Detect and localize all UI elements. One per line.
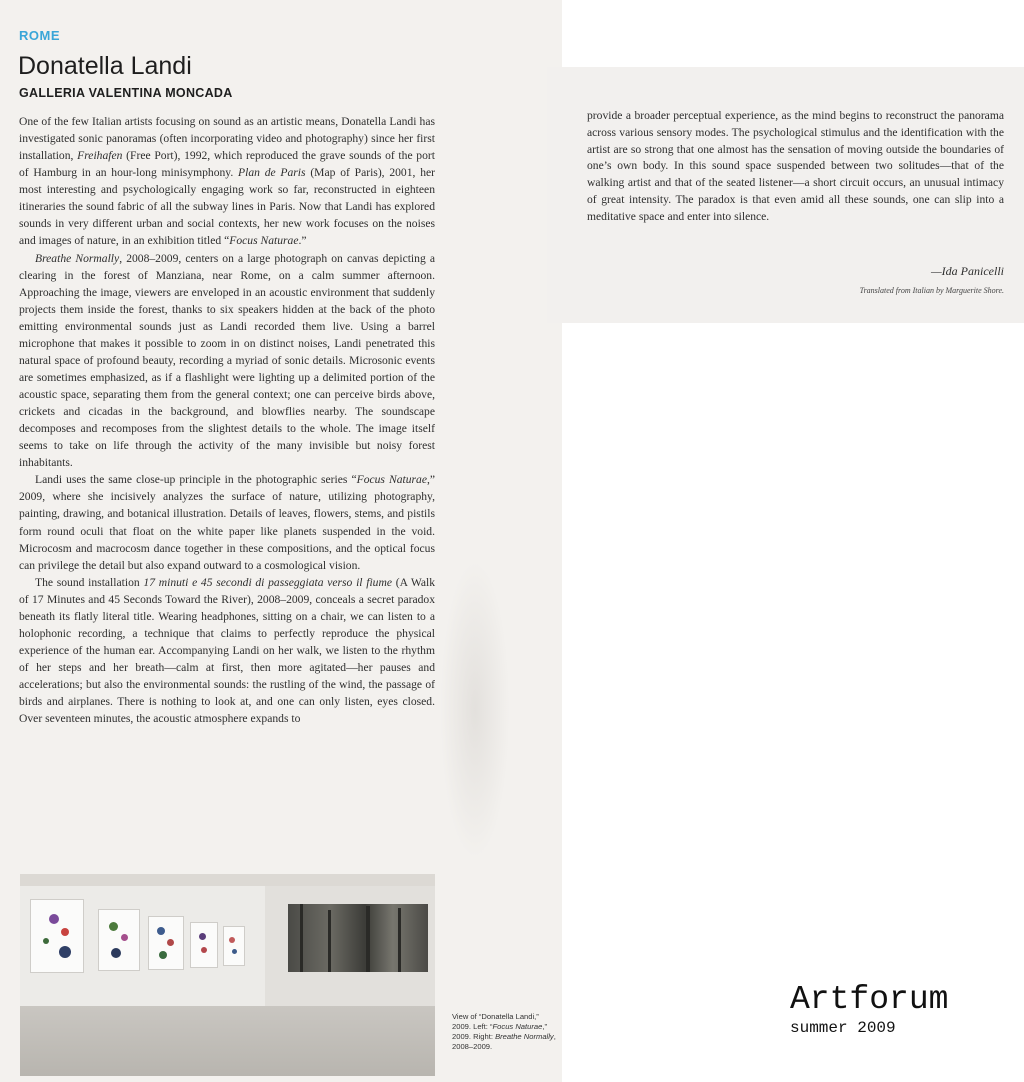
italic-title: Focus Naturae — [356, 473, 427, 487]
article-paragraph — [19, 250, 435, 472]
italic-title: Breathe Normally — [495, 1032, 554, 1041]
article-body — [19, 113, 435, 727]
article-paragraph — [19, 471, 435, 573]
section-label: ROME — [19, 28, 60, 43]
article-paragraph — [19, 574, 435, 728]
text-run: , 2008–2009, centers on a large photograph on canvas depicting a clearing in the forest of Manziana, near Rome, on a calm summer afternoon. Approaching the image, viewers are enveloped in an acoustic environment that suddenly projects them inside the forest, thanks to six speakers hidden at the back of the photo emitting environmental sounds just as Landi recorded them live. Using a barrel microphone that makes it possible to zoom in on distinct noises, Landi penetrated this natural space of profound beauty, recording a myriad of sonic details. Microsonic events are sometimes emphasized, as if a flashlight were lighting up a delimited portion of the acoustic space, separating them from the general context; one can perceive birds above, crickets and cicadas in the background, and blowflies nearby. The soundscape decomposes and recomposes from the slightest details to the whole. The image itself seems to take on life through the activity of the many invisible but noisy forest inhabitants. — [19, 251, 436, 470]
framed-print — [223, 926, 245, 966]
translation-credit: Translated from Italian by Marguerite Shore. — [859, 286, 1004, 295]
text-run: (Free Port), 1992, which reproduced the grave sounds of the port of Hamburg in an hour-long minisymphony. — [19, 149, 435, 180]
article-paragraph — [19, 113, 435, 250]
italic-title: Focus Naturae — [492, 1022, 543, 1031]
text-run: One of the few Italian artists focusing on sound as an artistic means, Donatella Landi has investigated sonic panoramas (often incorporating video and photography) since her first installation, — [19, 115, 435, 163]
text-run: (Map of Paris), 2001, her most interesting and psychologically engaging work so far, reconstructed in eighteen itineraries the sound fabric of all the subway lines in Paris. Now that Landi has explored sounds in very different urban and social contexts, her new work focuses on the noises and images of nature, in an exhibition titled “ — [19, 166, 436, 248]
italic-title: Breathe Normally — [35, 251, 120, 265]
text-run: ,” 2009. Right: — [452, 1022, 547, 1041]
author-signature: —Ida Panicelli — [931, 264, 1004, 278]
publication-issue: summer 2009 — [790, 1019, 896, 1037]
forest-photograph — [288, 904, 428, 972]
italic-title: Freihafen — [77, 149, 123, 163]
framed-print — [30, 899, 84, 973]
italic-title: Plan de Paris — [238, 166, 306, 180]
installation-photo — [20, 874, 435, 1076]
right-page — [547, 67, 1024, 323]
framed-print — [98, 909, 140, 971]
text-run: ,” 2009, where she incisively analyzes the surface of nature, utilizing photography, painting, drawing, and botanical illustration. Details of leaves, flowers, stems, and pistils form round oculi that float on the white paper like planets suspended in the void. Microcosm and macrocosm dance together in these compositions, and the optical focus can privilege the detail but also expand outward to a cosmological vision. — [19, 473, 436, 572]
article-continuation: provide a broader perceptual experience, as the mind begins to reconstruct the panorama across various sensory modes. The psychological stimulus and the identification with the artist are so strong that one almost has the sensation of moving outside the boundaries of one’s own body. In this sound space suspended between two solitudes—that of the walking artist and that of the seated listener—a short circuit occurs, an unusual intimacy of great intensity. The paradox is that even amid all these sounds, one can slip into a meditative space and enter into silence. — [587, 109, 1004, 223]
artist-name: Donatella Landi — [18, 52, 192, 80]
text-run: The sound installation — [35, 575, 144, 589]
text-run: .” — [298, 234, 307, 248]
italic-title: 17 minuti e 45 secondi di passeggiata verso il fiume — [143, 575, 392, 589]
text-run: View of “Donatella Landi,” 2009. Left: “ — [452, 1012, 539, 1031]
italic-title: Focus Naturae — [229, 234, 299, 248]
text-run: (A Walk of 17 Minutes and 45 Seconds Toward the River), 2008–2009, conceals a secret paradox beneath its flatly literal title. Wearing headphones, sitting on a chair, we can listen to a holophonic recording, a technique that claims to perfectly reproduce the physical experience of the human ear. Accompanying Landi on her walk, we listen to the rhythm of her steps and her breath—calm at first, then more agitated—her pauses and accelerations; but also the environmental sounds: the rustling of the wind, the passage of birds and airplanes. There is nothing to look at, and one can only listen, eyes closed. Over seventeen minutes, the acoustic atmosphere expands to — [19, 575, 436, 726]
framed-print — [190, 922, 218, 968]
framed-print — [148, 916, 184, 970]
text-run: , 2008–2009. — [452, 1032, 556, 1051]
publication-name: Artforum — [790, 981, 949, 1018]
page-fold-shadow — [440, 560, 510, 860]
gallery-name: GALLERIA VALENTINA MONCADA — [19, 86, 233, 100]
text-run: Landi uses the same close-up principle in the photographic series “ — [35, 473, 357, 487]
photo-caption — [452, 1012, 556, 1052]
